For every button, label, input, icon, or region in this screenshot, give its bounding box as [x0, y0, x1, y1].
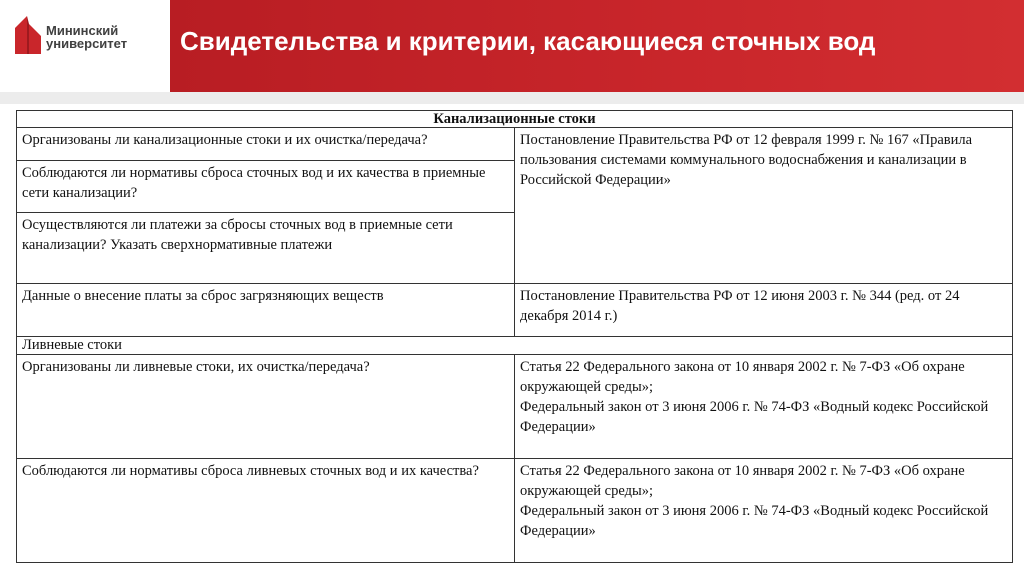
document-ref: Федеральный закон от 3 июня 2006 г. № 74-ФЗ «Водный кодекс Российской Федерации»	[520, 503, 989, 539]
document-ref: Статья 22 Федерального закона от 10 января 2002 г. № 7-ФЗ «Об охране окружающей среды»;	[520, 463, 965, 499]
question-cell: Соблюдаются ли нормативы сброса ливневых сточных вод и их качества?	[17, 459, 515, 563]
document-ref: Федеральный закон от 3 июня 2006 г. № 74-ФЗ «Водный кодекс Российской Федерации»	[520, 399, 989, 435]
logo	[0, 0, 170, 92]
table-row	[17, 284, 1013, 337]
question-cell: Соблюдаются ли нормативы сброса сточных вод и их качества в приемные сети канализации?	[17, 161, 515, 213]
section-header-row	[17, 337, 1013, 355]
university-logo-icon	[13, 14, 43, 56]
question-cell: Организованы ли ливневые стоки, их очистка/передача?	[17, 355, 515, 459]
slide-header	[0, 0, 1024, 92]
question-cell: Осуществляются ли платежи за сбросы сточных вод в приемные сети канализации? Указать сверхнормативные платежи	[17, 213, 515, 284]
slide-title: Свидетельства и критерии, касающиеся сточных вод	[180, 26, 876, 56]
document-ref: Статья 22 Федерального закона от 10 января 2002 г. № 7-ФЗ «Об охране окружающей среды»;	[520, 359, 965, 395]
document-cell	[515, 459, 1013, 563]
question-cell: Данные о внесение платы за сброс загрязняющих веществ	[17, 284, 515, 337]
document-cell	[515, 355, 1013, 459]
document-cell: Постановление Правительства РФ от 12 февраля 1999 г. № 167 «Правила пользования системами коммунального водоснабжения и канализации в Российской Федерации»	[515, 128, 1013, 284]
table-row	[17, 459, 1013, 563]
logo-line-2: университет	[46, 36, 128, 51]
table-row	[17, 355, 1013, 459]
document-cell: Постановление Правительства РФ от 12 июня 2003 г. № 344 (ред. от 24 декабря 2014 г.)	[515, 284, 1013, 337]
question-cell: Организованы ли канализационные стоки и их очистка/передача?	[17, 128, 515, 161]
logo-text	[46, 24, 127, 50]
header-divider	[0, 92, 1024, 104]
table-row	[17, 128, 1013, 161]
section-header-storm: Ливневые стоки	[17, 337, 1013, 355]
section-header-sewage: Канализационные стоки	[17, 111, 1013, 128]
criteria-table	[16, 110, 1013, 563]
logo-line-1: Мининский	[46, 23, 119, 38]
section-header-row	[17, 111, 1013, 128]
